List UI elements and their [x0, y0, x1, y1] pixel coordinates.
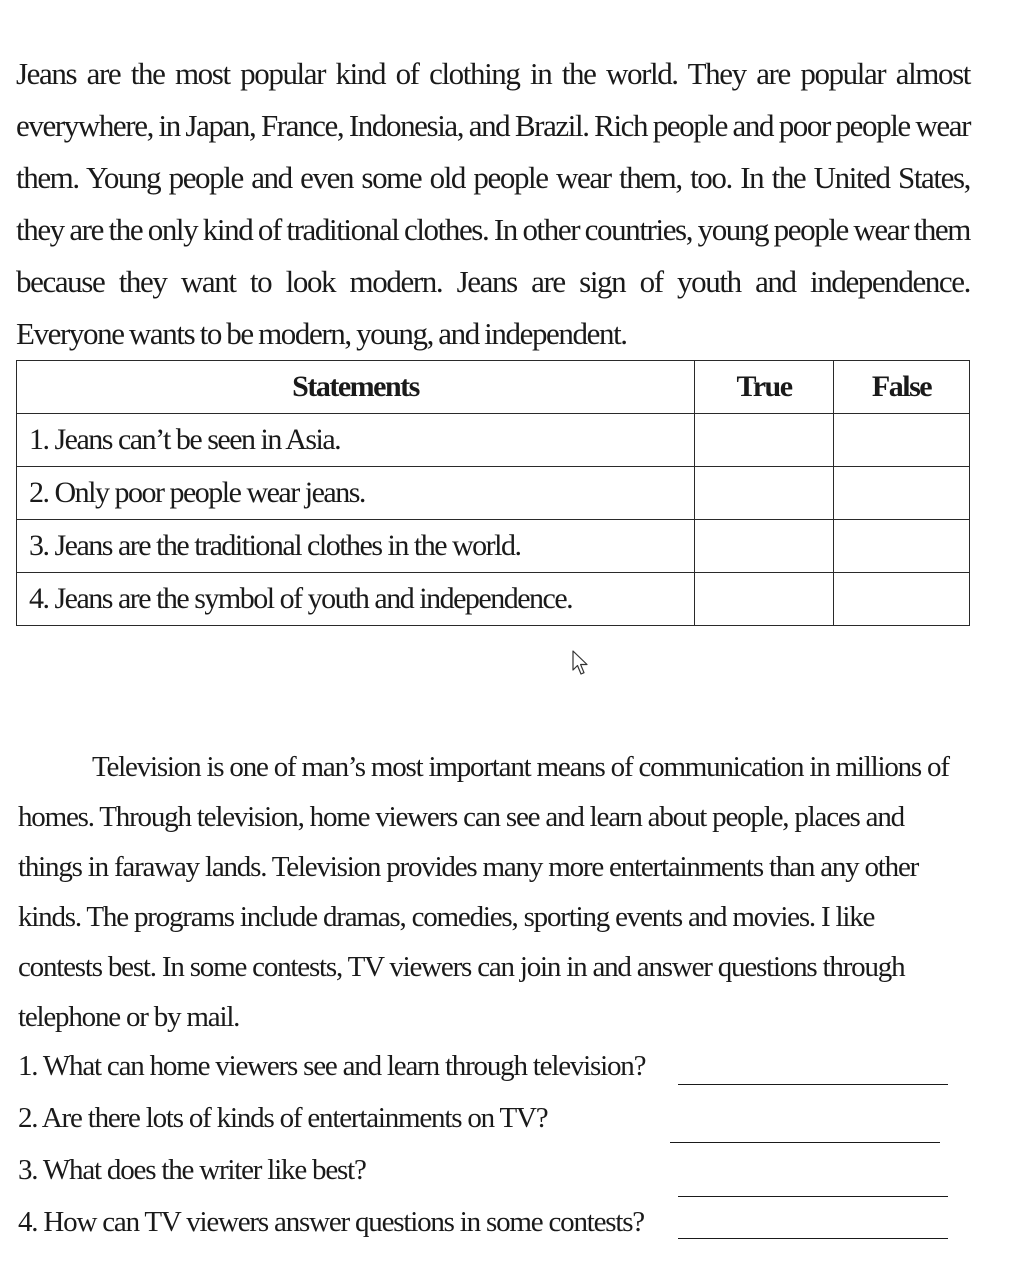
statement-cell: 1. Jeans can’t be seen in Asia. [17, 414, 695, 467]
question-text: 1. What can home viewers see and learn through television? [18, 1050, 646, 1082]
header-false: False [834, 361, 970, 414]
false-answer-cell[interactable] [834, 520, 970, 573]
list-item [18, 1196, 958, 1248]
table-row [17, 414, 970, 467]
table-row [17, 467, 970, 520]
header-statements: Statements [17, 361, 695, 414]
table-row [17, 520, 970, 573]
list-item [18, 1040, 958, 1092]
false-answer-cell[interactable] [834, 414, 970, 467]
true-answer-cell[interactable] [695, 520, 834, 573]
television-passage: Television is one of man’s most important means of communication in millions of homes. Through television, home viewers can see and learn about people, places and things in faraway lands. Television provides many more entertainments than any other kinds. The programs include dramas, comedies, sporting events and movies. I like contests best. In some contests, TV viewers can join in and answer questions through telephone or by mail. [18, 751, 949, 1033]
table-header-row [17, 361, 970, 414]
answer-blank[interactable] [670, 1142, 940, 1143]
false-answer-cell[interactable] [834, 573, 970, 626]
list-item [18, 1144, 958, 1196]
list-item [18, 1092, 958, 1144]
question-text: 2. Are there lots of kinds of entertainments on TV? [18, 1102, 548, 1134]
header-true: True [695, 361, 834, 414]
statement-cell: 2. Only poor people wear jeans. [17, 467, 695, 520]
true-false-table [16, 360, 970, 626]
true-answer-cell[interactable] [695, 414, 834, 467]
answer-blank[interactable] [678, 1238, 948, 1239]
jeans-passage: Jeans are the most popular kind of clothing in the world. They are popular almost everywhere, in Japan, France, Indonesia, and Brazil. Rich people and poor people wear them. Young people and even some old people wear them, too. In the United States, they are the only kind of traditional clothes. In other countries, young people wear them because they want to look modern. Jeans are sign of youth and independence. Everyone wants to be modern, young, and independent. [16, 56, 970, 351]
question-text: 4. How can TV viewers answer questions in some contests? [18, 1206, 644, 1238]
false-answer-cell[interactable] [834, 467, 970, 520]
mouse-pointer-icon [572, 650, 588, 676]
true-answer-cell[interactable] [695, 573, 834, 626]
statement-cell: 4. Jeans are the symbol of youth and independence. [17, 573, 695, 626]
question-list [18, 1040, 958, 1248]
statement-cell: 3. Jeans are the traditional clothes in the world. [17, 520, 695, 573]
table-row [17, 573, 970, 626]
question-text: 3. What does the writer like best? [18, 1154, 366, 1186]
true-answer-cell[interactable] [695, 467, 834, 520]
answer-blank[interactable] [678, 1084, 948, 1085]
